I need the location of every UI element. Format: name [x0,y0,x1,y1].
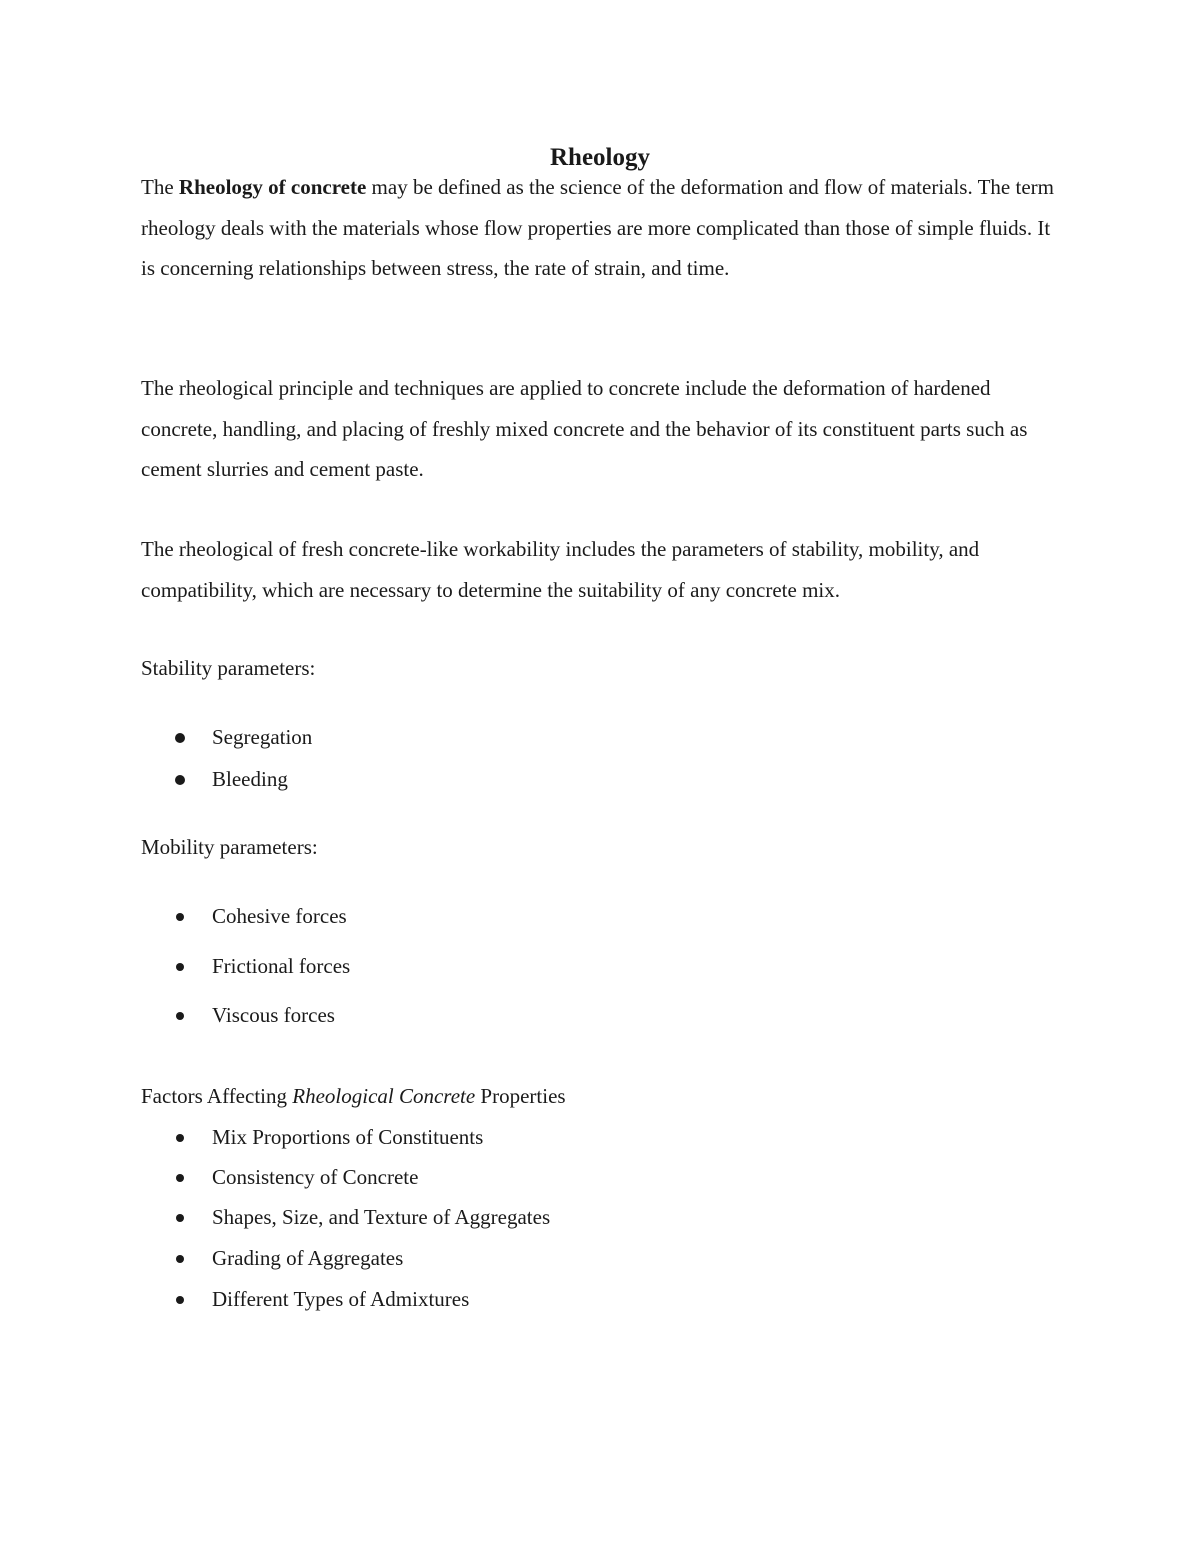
list-item-text: Cohesive forces [212,904,347,928]
bullet-icon [175,775,185,785]
factors-heading-italic: Rheological Concrete [292,1084,476,1108]
list-item [0,1202,900,1232]
list-item [0,1284,900,1314]
list-item-text: Different Types of Admixtures [212,1287,470,1311]
factors-heading [141,1081,566,1111]
list-item [0,1122,900,1152]
paragraph-definition-rest: may be defined as the science of the deformation and flow of materials. The term rheology deals with the materials whose flow properties are more complicated than those of simple fluids. It is concerning relationships between stress, the rate of strain, and time. [141,175,1054,280]
list-item [0,1162,900,1192]
bullet-icon [176,1214,184,1222]
document-title: Rheology [550,144,650,171]
bullet-icon [176,1134,184,1142]
list-item-text: Shapes, Size, and Texture of Aggregates [212,1205,551,1229]
mobility-parameters-label: Mobility parameters: [141,835,318,859]
list-item-text: Frictional forces [212,954,351,978]
factors-heading-post: Properties [475,1084,566,1108]
factors-heading-pre: Factors Affecting [141,1084,293,1108]
list-item [0,1000,900,1030]
list-item [0,901,900,931]
list-item [0,1243,900,1273]
bullet-icon [176,1296,184,1304]
list-item-text: Grading of Aggregates [212,1246,404,1270]
list-item [0,722,900,752]
paragraph-definition [141,167,1066,289]
bullet-icon [176,963,184,971]
list-item-text: Segregation [212,725,313,749]
list-item-text: Mix Proportions of Constituents [212,1125,484,1149]
bullet-icon [176,1012,184,1020]
bullet-icon [176,913,184,921]
bullet-icon [176,1174,184,1182]
list-item [0,764,900,794]
paragraph-definition-bold-term: Rheology of concrete [178,175,367,199]
paragraph-principles: The rheological principle and techniques are applied to concrete include the deformation of hardened concrete, handling, and placing of freshly mixed concrete and the behavior of its constituent parts such as cement slurries and cement paste. [141,376,1028,481]
paragraph-definition-lead: The [141,175,179,199]
bullet-icon [176,1255,184,1263]
stability-parameters-label: Stability parameters: [141,656,316,680]
paragraph-workability: The rheological of fresh concrete-like workability includes the parameters of stability, mobility, and compatibility, which are necessary to determine the suitability of any concrete mix. [141,537,980,602]
list-item-text: Consistency of Concrete [212,1165,419,1189]
list-item-text: Viscous forces [212,1003,335,1027]
bullet-icon [175,733,185,743]
list-item [0,951,900,981]
list-item-text: Bleeding [212,767,288,791]
